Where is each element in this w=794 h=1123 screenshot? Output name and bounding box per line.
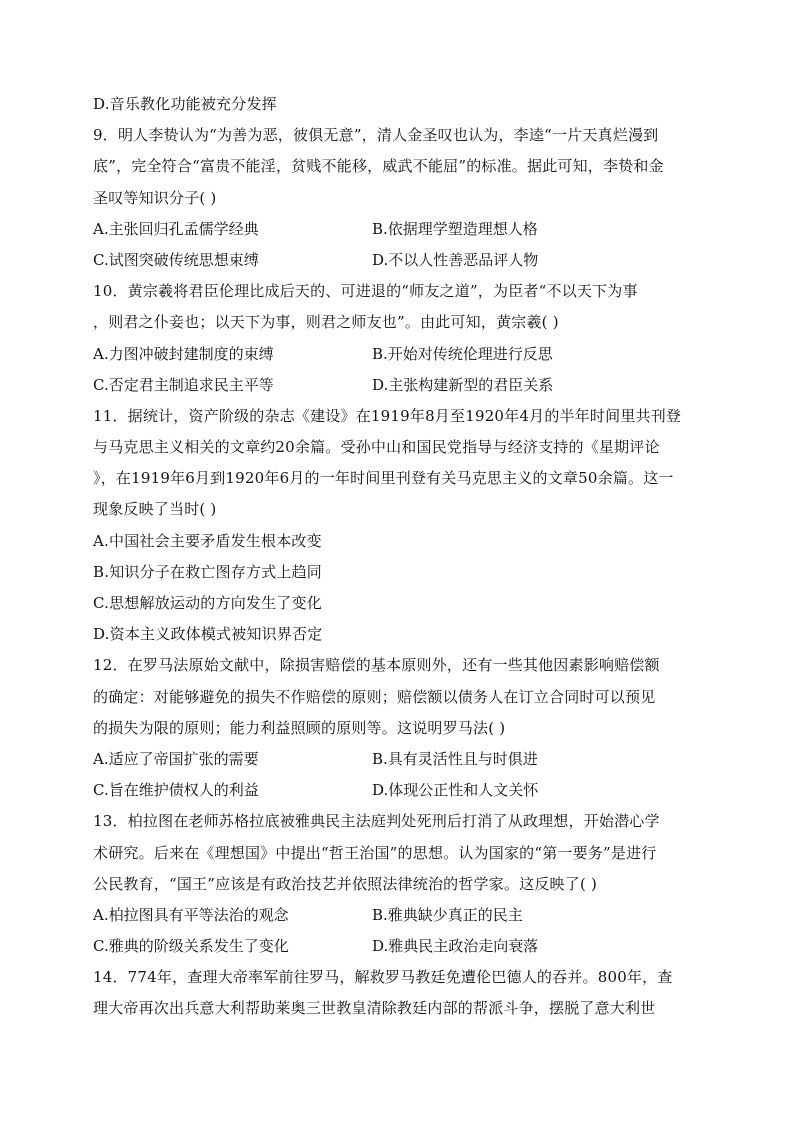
q13-options-row-2 [93,931,701,962]
q9-stem-line-1: 9．明人李贽认为“为善为恶，彼俱无意”，清人金圣叹也认为，李逵“一片天真烂漫到 [93,126,659,145]
q12-option-b: B.具有灵活性且与时俱进 [372,749,538,768]
q12-option-c: C.旨在维护债权人的利益 [93,781,259,800]
q9-stem-line-2: 底”，完全符合“富贵不能淫，贫贱不能移，威武不能屈”的标准。据此可知，李贽和金 [93,157,664,176]
q10-stem-line-2: ，则君之仆妾也；以天下为事，则君之师友也”。由此可知，黄宗羲( ) [93,313,559,332]
question-12 [93,650,701,806]
exam-page [93,89,701,1025]
q9-option-b: B.依据理学塑造理想人格 [372,219,538,238]
q13-option-d: D.雅典民主政治走向衰落 [372,937,539,956]
q13-options-row-1 [93,900,701,931]
q12-options-row-1 [93,744,701,775]
q14-stem-line-2: 理大帝再次出兵意大利帮助莱奥三世教皇清除教廷内部的帮派斗争，摆脱了意大利世 [93,999,656,1018]
q9-option-a: A.主张回归孔孟儒学经典 [93,219,259,238]
q9-option-c: C.试图突破传统思想束缚 [93,250,259,269]
q13-option-b: B.雅典缺少真正的民主 [372,905,523,924]
q11-option-b: B.知识分子在救亡图存方式上趋同 [93,562,322,581]
q11-option-c: C.思想解放运动的方向发生了变化 [93,594,322,612]
q14-stem-line-1: 14．774年，查理大帝率军前往罗马，解救罗马教廷免遭伦巴德人的吞并。800年，查 [93,968,673,987]
q10-stem-line-1: 10．黄宗羲将君臣伦理比成后天的、可进退的“师友之道”，为臣者“不以天下为事 [93,282,638,301]
q11-stem-line-3: 》，在1919年6月到1920年6月的一年时间里刊登有关马克思主义的文章50余篇。这一 [93,469,674,488]
q11-option-a: A.中国社会主要矛盾发生根本改变 [93,531,322,550]
q10-option-a: A.力图冲破封建制度的束缚 [93,344,274,363]
q9-options-row-1 [93,214,701,245]
question-10 [93,276,701,401]
question-14 [93,962,701,1024]
question-13 [93,806,701,962]
q11-stem-line-2: 与马克思主义相关的文章约20余篇。受孙中山和国民党指导与经济支持的《星期评论 [93,438,660,457]
q13-stem-line-1: 13．柏拉图在老师苏格拉底被雅典民主法庭判处死刑后打消了从政理想，开始潜心学 [93,812,660,831]
question-11 [93,401,701,651]
q9-options-row-2 [93,245,701,276]
q12-option-d: D.体现公正性和人文关怀 [372,781,539,800]
q13-stem-line-3: 公民教育，“国王”应该是有政治技艺并依照法律统治的哲学家。这反映了( ) [93,874,598,893]
q8-option-d: D.音乐教化功能被充分发挥 [93,95,277,113]
q11-option-d: D.资本主义政体模式被知识界否定 [93,625,323,644]
q12-options-row-2 [93,775,701,806]
q10-options-row-2 [93,370,701,401]
q11-stem-line-1: 11．据统计，资产阶级的杂志《建设》在1919年8月至1920年4月的半年时间里共刊登 [93,406,682,425]
q12-stem-line-1: 12．在罗马法原始文献中，除损害赔偿的基本原则外，还有一些其他因素影响赔偿额 [93,656,660,675]
q9-option-d: D.不以人性善恶品评人物 [372,250,539,269]
question-9 [93,120,701,276]
q13-option-c: C.雅典的阶级关系发生了变化 [93,937,289,956]
q10-options-row-1 [93,339,701,370]
q10-option-d: D.主张构建新型的君臣关系 [372,375,554,394]
q11-stem-line-4: 现象反映了当时( ) [93,500,217,519]
q12-stem-line-2: 的确定：对能够避免的损失不作赔偿的原则；赔偿额以债务人在订立合同时可以预见 [93,687,656,706]
q10-option-b: B.开始对传统伦理进行反思 [372,344,553,363]
q9-stem-line-3: 圣叹等知识分子( ) [93,188,217,207]
q13-stem-line-2: 术研究。后来在《理想国》中提出“哲王治国”的思想。认为国家的“第一要务”是进行 [93,843,657,862]
q10-option-c: C.否定君主制追求民主平等 [93,375,274,394]
q12-option-a: A.适应了帝国扩张的需要 [93,749,259,768]
q13-option-a: A.柏拉图具有平等法治的观念 [93,905,289,924]
q12-stem-line-3: 的损失为限的原则；能力利益照顾的原则等。这说明罗马法( ) [93,718,506,737]
